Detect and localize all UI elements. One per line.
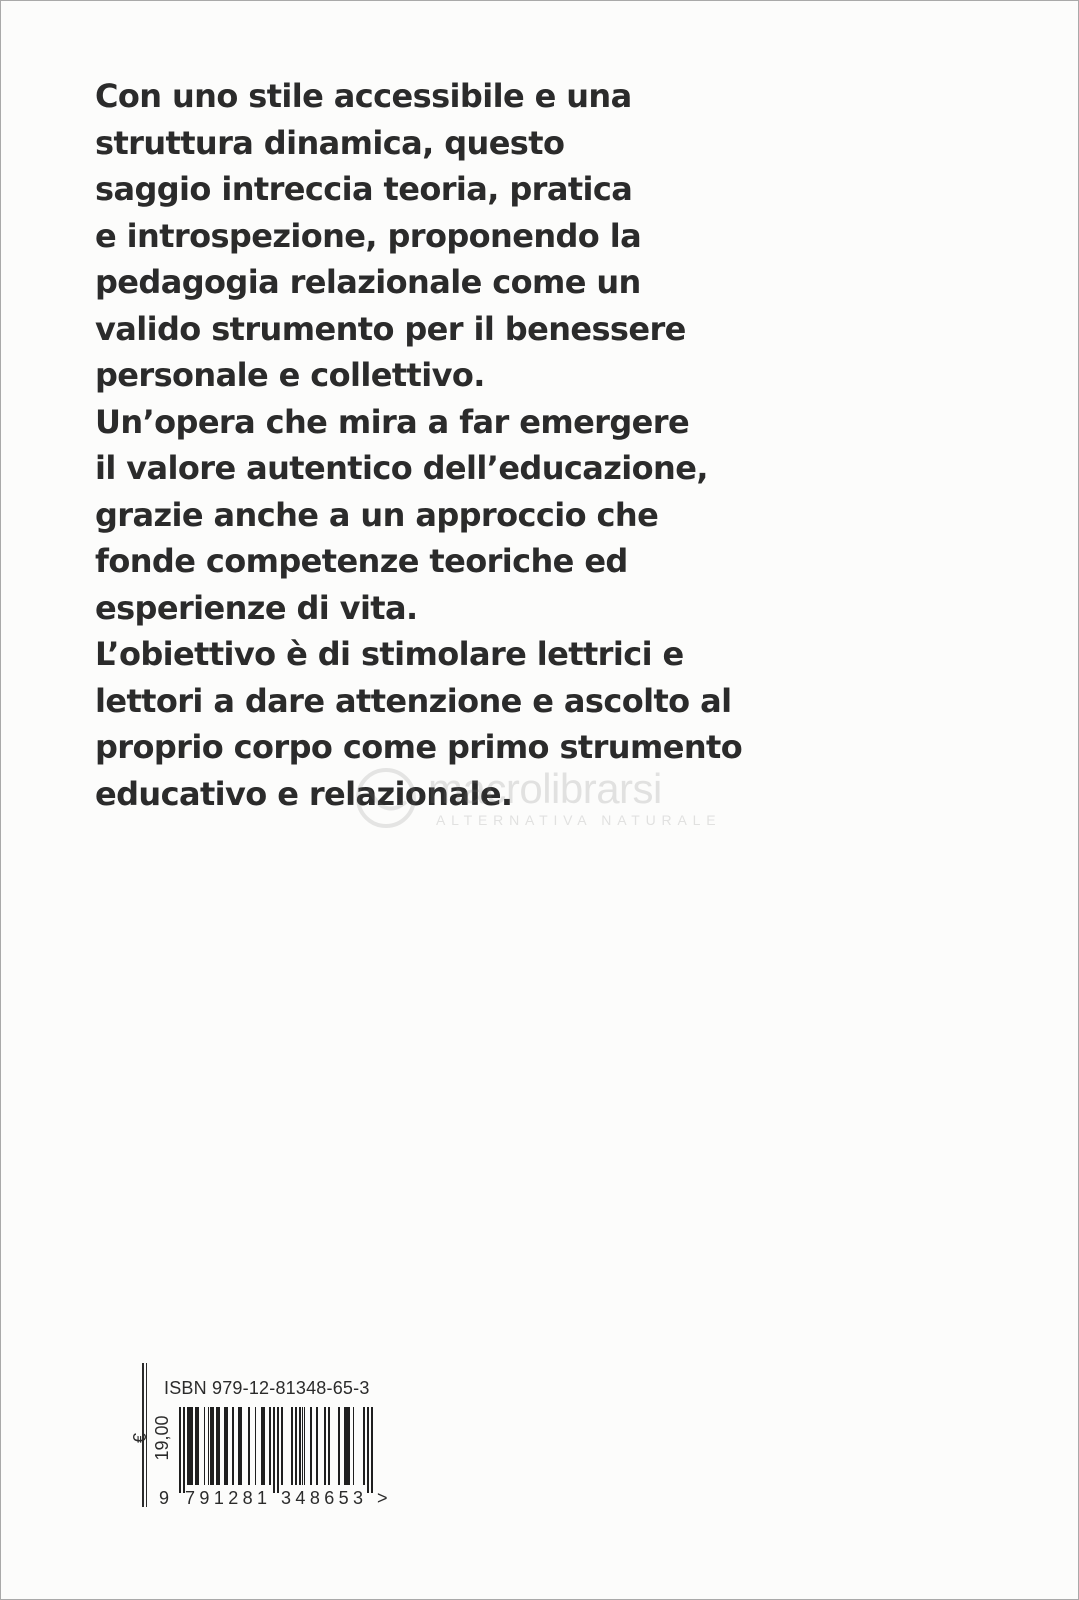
blurb-line: valido strumento per il benessere xyxy=(95,309,686,348)
blurb-line: struttura dinamica, questo xyxy=(95,123,565,162)
blurb-line: pedagogia relazionale come un xyxy=(95,263,641,301)
barcode-bar xyxy=(226,1407,228,1485)
blurb-line: saggio intreccia teoria, pratica xyxy=(95,170,633,208)
barcode-bar xyxy=(363,1407,365,1485)
barcode-bar xyxy=(295,1407,297,1485)
barcode-bar xyxy=(371,1407,373,1493)
blurb-line: Un’opera che mira a far emergere xyxy=(95,402,690,441)
barcode-bar xyxy=(291,1407,293,1485)
blurb-line: il valore autentico dell’educazione, xyxy=(95,449,708,487)
blurb-line: L’obiettivo è di stimolare lettrici e xyxy=(95,635,684,673)
blurb-line: proprio corpo come primo strumento xyxy=(95,728,743,766)
blurb-line: fonde competenze teoriche ed xyxy=(95,542,628,580)
watermark-brand: macrolibrarsi xyxy=(428,765,662,812)
blurb-line: grazie anche a un approccio che xyxy=(95,495,659,534)
barcode-bar xyxy=(218,1407,220,1485)
barcode-bar xyxy=(255,1407,257,1485)
barcode-bar xyxy=(197,1407,199,1485)
barcode-bar xyxy=(338,1407,340,1485)
barcode-bar xyxy=(248,1407,250,1485)
barcode-bar xyxy=(232,1407,234,1485)
barcode-bar xyxy=(269,1407,271,1485)
barcode-bar xyxy=(316,1407,318,1485)
barcode-bar xyxy=(179,1407,181,1493)
price-label: € 19,00 xyxy=(130,1415,172,1461)
barcode-right-digits: 348653 xyxy=(281,1488,368,1508)
blurb-line: Con uno stile accessibile e una xyxy=(95,77,632,115)
blurb-line: personale e collettivo. xyxy=(95,356,485,394)
barcode-bar xyxy=(281,1407,283,1485)
barcode-bar xyxy=(240,1407,242,1485)
isbn-label: ISBN 979-12-81348-65-3 xyxy=(164,1378,370,1398)
blurb-line: e introspezione, proponendo la xyxy=(95,216,642,255)
cover-blurb xyxy=(95,73,795,817)
barcode-bar xyxy=(212,1407,214,1485)
barcode-end-mark: > xyxy=(377,1488,388,1508)
barcode-bar xyxy=(191,1407,193,1485)
barcode-bar xyxy=(367,1407,369,1493)
watermark-tagline: ALTERNATIVA NATURALE xyxy=(436,812,722,828)
barcode-left-digits: 791281 xyxy=(185,1488,272,1508)
barcode-bar xyxy=(310,1407,312,1485)
barcode-bar xyxy=(304,1407,306,1485)
barcode-bar xyxy=(324,1407,326,1485)
blurb-line: esperienze di vita. xyxy=(95,588,418,627)
barcode xyxy=(179,1407,373,1485)
barcode-bar xyxy=(263,1407,265,1485)
blurb-line: lettori a dare attenzione e ascolto al xyxy=(95,681,732,720)
barcode-bar xyxy=(328,1407,330,1485)
barcode-bar xyxy=(204,1407,206,1485)
barcode-bar xyxy=(273,1407,275,1493)
barcode-lead-digit: 9 xyxy=(159,1488,170,1508)
barcode-bar xyxy=(348,1407,350,1485)
barcode-bar xyxy=(183,1407,185,1493)
barcode-bar xyxy=(277,1407,279,1493)
blurb-line: educativo e relazionale. xyxy=(95,774,513,813)
barcode-bar xyxy=(353,1407,355,1485)
